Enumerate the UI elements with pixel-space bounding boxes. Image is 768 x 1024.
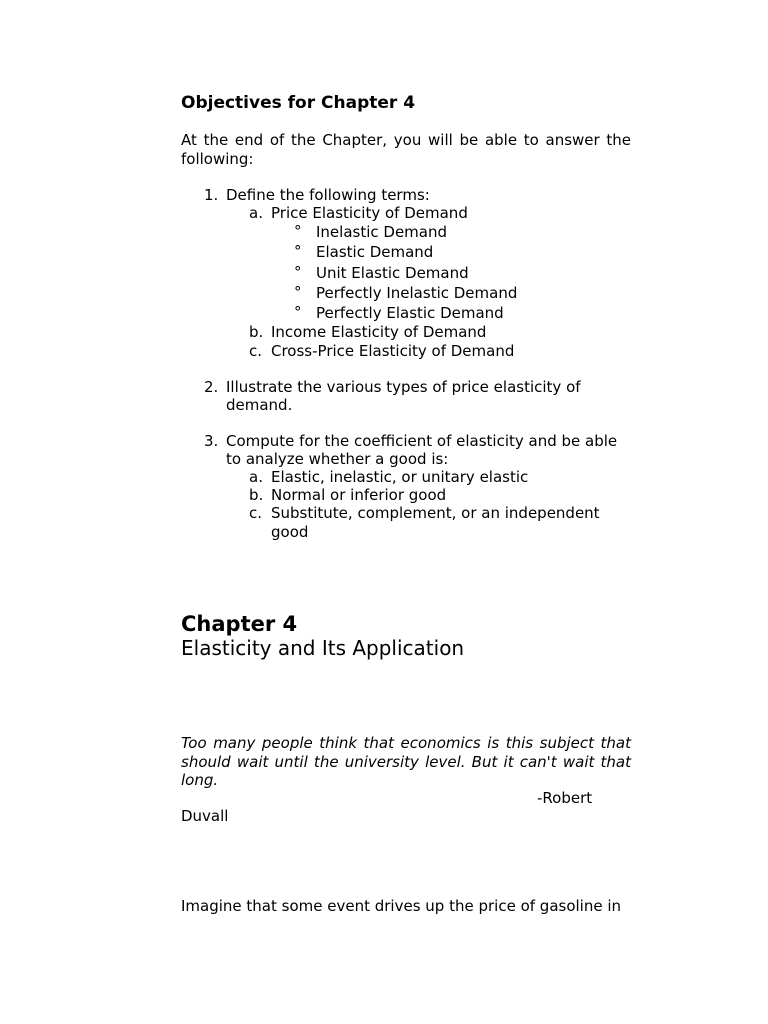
- list-number: 1.: [204, 186, 219, 204]
- list-number: 3.: [204, 432, 219, 450]
- bullet-mark: °: [294, 242, 302, 260]
- bullet-text: Perfectly Inelastic Demand: [316, 284, 518, 302]
- sub-item-text: Elastic, inelastic, or unitary elastic: [271, 468, 529, 486]
- quote-author-last: Duvall: [181, 807, 229, 825]
- sub-item-label: b.: [249, 486, 264, 504]
- bullet-text: Inelastic Demand: [316, 223, 448, 241]
- list-item-text: Define the following terms:: [226, 186, 430, 204]
- sub-item-label: a.: [249, 468, 263, 486]
- list-number: 2.: [204, 378, 219, 396]
- sub-item-label: c.: [249, 342, 263, 360]
- epigraph-quote: Too many people think that economics is this subject that should wait until the university level. But it can't wait that long.: [181, 734, 631, 789]
- sub-item-label: a.: [249, 204, 263, 222]
- objectives-intro: At the end of the Chapter, you will be able to answer the following:: [181, 131, 631, 168]
- bullet-mark: °: [294, 222, 302, 240]
- sub-item-label: b.: [249, 323, 264, 341]
- bullet-mark: °: [294, 283, 302, 301]
- bullet-text: Unit Elastic Demand: [316, 264, 469, 282]
- sub-item-text: good: [271, 523, 309, 541]
- sub-item-label: c.: [249, 504, 263, 522]
- objectives-heading: Objectives for Chapter 4: [181, 93, 416, 113]
- list-item-text: Compute for the coefficient of elasticity and be able: [226, 432, 618, 450]
- quote-author-first: -Robert: [537, 789, 593, 807]
- bullet-mark: °: [294, 263, 302, 281]
- list-item-text: to analyze whether a good is:: [226, 450, 449, 468]
- sub-item-text: Price Elasticity of Demand: [271, 204, 468, 222]
- sub-item-text: Normal or inferior good: [271, 486, 447, 504]
- sub-item-text: Substitute, complement, or an independent: [271, 504, 600, 522]
- bullet-text: Perfectly Elastic Demand: [316, 304, 504, 322]
- chapter-subtitle: Elasticity and Its Application: [181, 636, 465, 660]
- bullet-mark: °: [294, 303, 302, 321]
- list-item-text: Illustrate the various types of price elasticity of: [226, 378, 581, 396]
- body-paragraph: Imagine that some event drives up the price of gasoline in: [181, 897, 622, 915]
- sub-item-text: Cross-Price Elasticity of Demand: [271, 342, 515, 360]
- sub-item-text: Income Elasticity of Demand: [271, 323, 487, 341]
- list-item-text: demand.: [226, 396, 293, 414]
- chapter-title: Chapter 4: [181, 612, 298, 636]
- bullet-text: Elastic Demand: [316, 243, 434, 261]
